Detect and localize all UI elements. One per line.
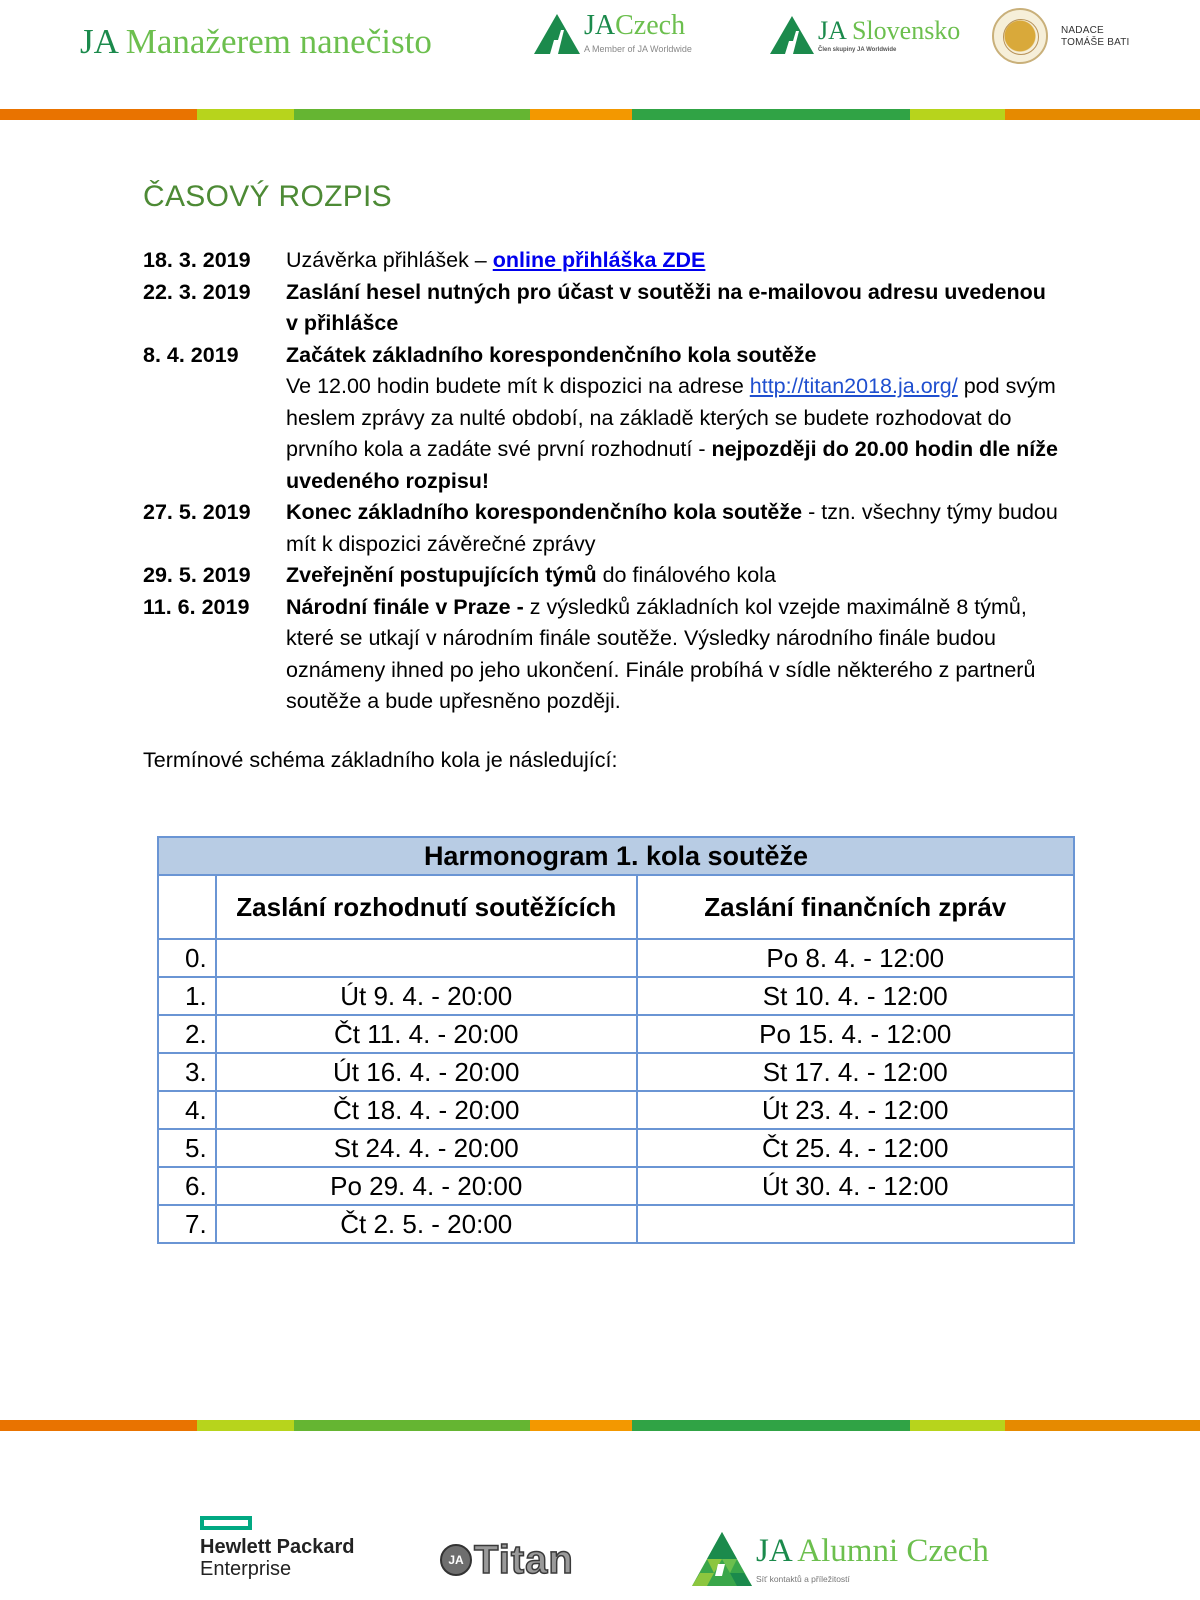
alumni-name: Alumni Czech xyxy=(797,1533,989,1569)
bata-seal-icon xyxy=(992,8,1048,64)
round-number: 4. xyxy=(158,1091,216,1129)
schedule-description xyxy=(286,560,1061,592)
ja-czech-name: Czech xyxy=(615,10,686,41)
bottom-color-stripe xyxy=(0,1420,1200,1431)
stripe-segment xyxy=(294,1420,530,1431)
table-row xyxy=(158,939,1074,977)
harmonogram-table xyxy=(157,836,1075,1244)
schedule-description xyxy=(286,592,1061,718)
ja-titan-logo xyxy=(440,1537,574,1582)
ja-badge-icon: JA xyxy=(440,1544,472,1576)
text: Uzávěrka přihlášek – xyxy=(286,248,493,272)
hpe-enterprise: Enterprise xyxy=(200,1558,292,1580)
round-number: 7. xyxy=(158,1205,216,1243)
stripe-segment xyxy=(1005,1420,1200,1431)
column-header-round xyxy=(158,875,216,939)
decision-deadline: St 24. 4. - 20:00 xyxy=(216,1129,637,1167)
online-application-link[interactable]: online přihláška ZDE xyxy=(492,248,706,272)
titan-wordmark: Titan xyxy=(474,1537,574,1582)
ja-triangle-icon xyxy=(770,16,814,54)
report-deadline: St 17. 4. - 12:00 xyxy=(637,1053,1074,1091)
round-number: 1. xyxy=(158,977,216,1015)
schedule-date: 22. 3. 2019 xyxy=(143,279,251,304)
stripe-segment xyxy=(1005,109,1200,120)
ja-alumni-czech-logo xyxy=(692,1532,1022,1588)
schedule-description xyxy=(286,245,1061,277)
decision-deadline: Út 9. 4. - 20:00 xyxy=(216,977,637,1015)
decision-deadline xyxy=(216,939,637,977)
bold-text: Zaslání hesel nutných pro účast v soutěži na e-mailovou adresu uvedenou v přihlášce xyxy=(286,279,1046,335)
report-deadline xyxy=(637,1205,1074,1243)
hpe-name: Hewlett Packard xyxy=(200,1536,355,1558)
titan-url-link[interactable]: http://titan2018.ja.org/ xyxy=(749,374,958,398)
decision-deadline: Po 29. 4. - 20:00 xyxy=(216,1167,637,1205)
alumni-tagline: Síť kontaktů a příležitostí xyxy=(756,1574,850,1584)
bold-text: Zveřejnění postupujících týmů xyxy=(286,563,597,587)
round-number: 0. xyxy=(158,939,216,977)
schedule-date: 18. 3. 2019 xyxy=(143,248,251,272)
table-row xyxy=(158,1205,1074,1243)
ja-slovensko-logo xyxy=(770,14,961,58)
stripe-segment xyxy=(294,109,530,120)
text: Ve 12.00 hodin budete mít k dispozici na adrese xyxy=(286,374,750,398)
schedule-date: 29. 5. 2019 xyxy=(143,563,251,587)
schedule-entry xyxy=(143,560,1063,592)
schedule-description xyxy=(286,497,1061,560)
schedule-description xyxy=(286,340,1061,498)
ja-czech-ja: JA xyxy=(584,10,616,41)
stripe-segment xyxy=(0,109,197,120)
column-header-report: Zaslání finančních zpráv xyxy=(637,875,1074,939)
report-deadline: Út 30. 4. - 12:00 xyxy=(637,1167,1074,1205)
column-header-decision: Zaslání rozhodnutí soutěžících xyxy=(216,875,637,939)
report-deadline: Po 15. 4. - 12:00 xyxy=(637,1015,1074,1053)
round-number: 5. xyxy=(158,1129,216,1167)
logo-title-text: Manažerem nanečisto xyxy=(125,22,432,61)
schedule-entry xyxy=(143,592,1063,718)
schedule-description xyxy=(286,277,1061,340)
text: do finálového kola xyxy=(596,563,776,587)
stripe-segment xyxy=(530,1420,632,1431)
report-deadline: Po 8. 4. - 12:00 xyxy=(637,939,1074,977)
decision-deadline: Čt 11. 4. - 20:00 xyxy=(216,1015,637,1053)
schedule-entry xyxy=(143,245,1063,277)
stripe-segment xyxy=(197,1420,294,1431)
page-title: ČASOVÝ ROZPIS xyxy=(143,180,392,213)
decision-deadline: Čt 2. 5. - 20:00 xyxy=(216,1205,637,1243)
ja-triangle-icon xyxy=(534,14,580,54)
stripe-segment xyxy=(910,109,1005,120)
ja-slovensko-ja: JA xyxy=(818,16,846,45)
schedule-list xyxy=(143,245,1063,718)
decision-deadline: Út 16. 4. - 20:00 xyxy=(216,1053,637,1091)
ja-czech-tagline: A Member of JA Worldwide xyxy=(584,44,692,54)
bold-text: Národní finále v Praze - xyxy=(286,594,524,619)
text: z výsledků základních kol vzejde maximálně 8 týmů, které se utkají v národním finále soutěže. Výsledky národního finále budou oznámeny ihned po jeho ukončení. Finále probíhá v sídle některého z partnerů soutěže a bude upřesněno později. xyxy=(286,594,1036,713)
bold-text: nejpozději do 20.00 hodin dle níže uvedeného rozpisu! xyxy=(286,437,1058,493)
table-row xyxy=(158,1053,1074,1091)
bold-text: Konec základního korespondenčního kola soutěže xyxy=(286,500,803,524)
schedule-date: 8. 4. 2019 xyxy=(143,342,239,367)
nadace-line2: TOMÁŠE BATI xyxy=(1061,37,1130,48)
round-number: 6. xyxy=(158,1167,216,1205)
decision-deadline: Čt 18. 4. - 20:00 xyxy=(216,1091,637,1129)
text: pod svým heslem zprávy za nulté období, na základě kterých se budete rozhodovat do prvního kola a zadáte své první rozhodnutí - xyxy=(286,374,1056,461)
table-row xyxy=(158,1091,1074,1129)
report-deadline: Út 23. 4. - 12:00 xyxy=(637,1091,1074,1129)
page-header xyxy=(0,0,1200,100)
ja-slovensko-name: Slovensko xyxy=(851,16,961,45)
nadace-line1: NADACE xyxy=(1061,25,1104,36)
ja-manazerem-nanecisto-logo xyxy=(80,20,432,64)
nadace-text xyxy=(1061,25,1130,49)
hpe-rectangle-icon xyxy=(200,1516,252,1530)
hewlett-packard-enterprise-logo xyxy=(200,1516,355,1580)
ja-slovensko-tagline: Člen skupiny JA Worldwide xyxy=(818,47,897,53)
table-row xyxy=(158,977,1074,1015)
stripe-segment xyxy=(197,109,294,120)
text: - tzn. všechny týmy budou mít k dispozici závěrečné zprávy xyxy=(286,500,1058,556)
bold-text: Začátek základního korespondenčního kola soutěže xyxy=(286,342,817,367)
report-deadline: St 10. 4. - 12:00 xyxy=(637,977,1074,1015)
round-number: 3. xyxy=(158,1053,216,1091)
stripe-segment xyxy=(632,109,910,120)
table-title: Harmonogram 1. kola soutěže xyxy=(158,837,1074,875)
schedule-date: 27. 5. 2019 xyxy=(143,500,251,524)
logo-ja-text: JA xyxy=(80,22,117,61)
table-intro-text: Termínové schéma základního kola je následující: xyxy=(143,748,618,772)
alumni-triangle-icon xyxy=(692,1532,752,1586)
stripe-segment xyxy=(0,1420,197,1431)
stripe-segment xyxy=(910,1420,1005,1431)
schedule-entry xyxy=(143,497,1063,560)
table-row xyxy=(158,1129,1074,1167)
table-row xyxy=(158,1015,1074,1053)
alumni-ja: JA xyxy=(756,1533,791,1569)
schedule-date: 11. 6. 2019 xyxy=(143,594,250,619)
ja-czech-logo xyxy=(534,12,694,60)
round-number: 2. xyxy=(158,1015,216,1053)
schedule-entry xyxy=(143,277,1063,340)
stripe-segment xyxy=(530,109,632,120)
table-row xyxy=(158,1167,1074,1205)
top-color-stripe xyxy=(0,109,1200,120)
report-deadline: Čt 25. 4. - 12:00 xyxy=(637,1129,1074,1167)
stripe-segment xyxy=(632,1420,910,1431)
nadace-tomase-bati-logo xyxy=(992,8,1132,68)
schedule-entry xyxy=(143,340,1063,498)
